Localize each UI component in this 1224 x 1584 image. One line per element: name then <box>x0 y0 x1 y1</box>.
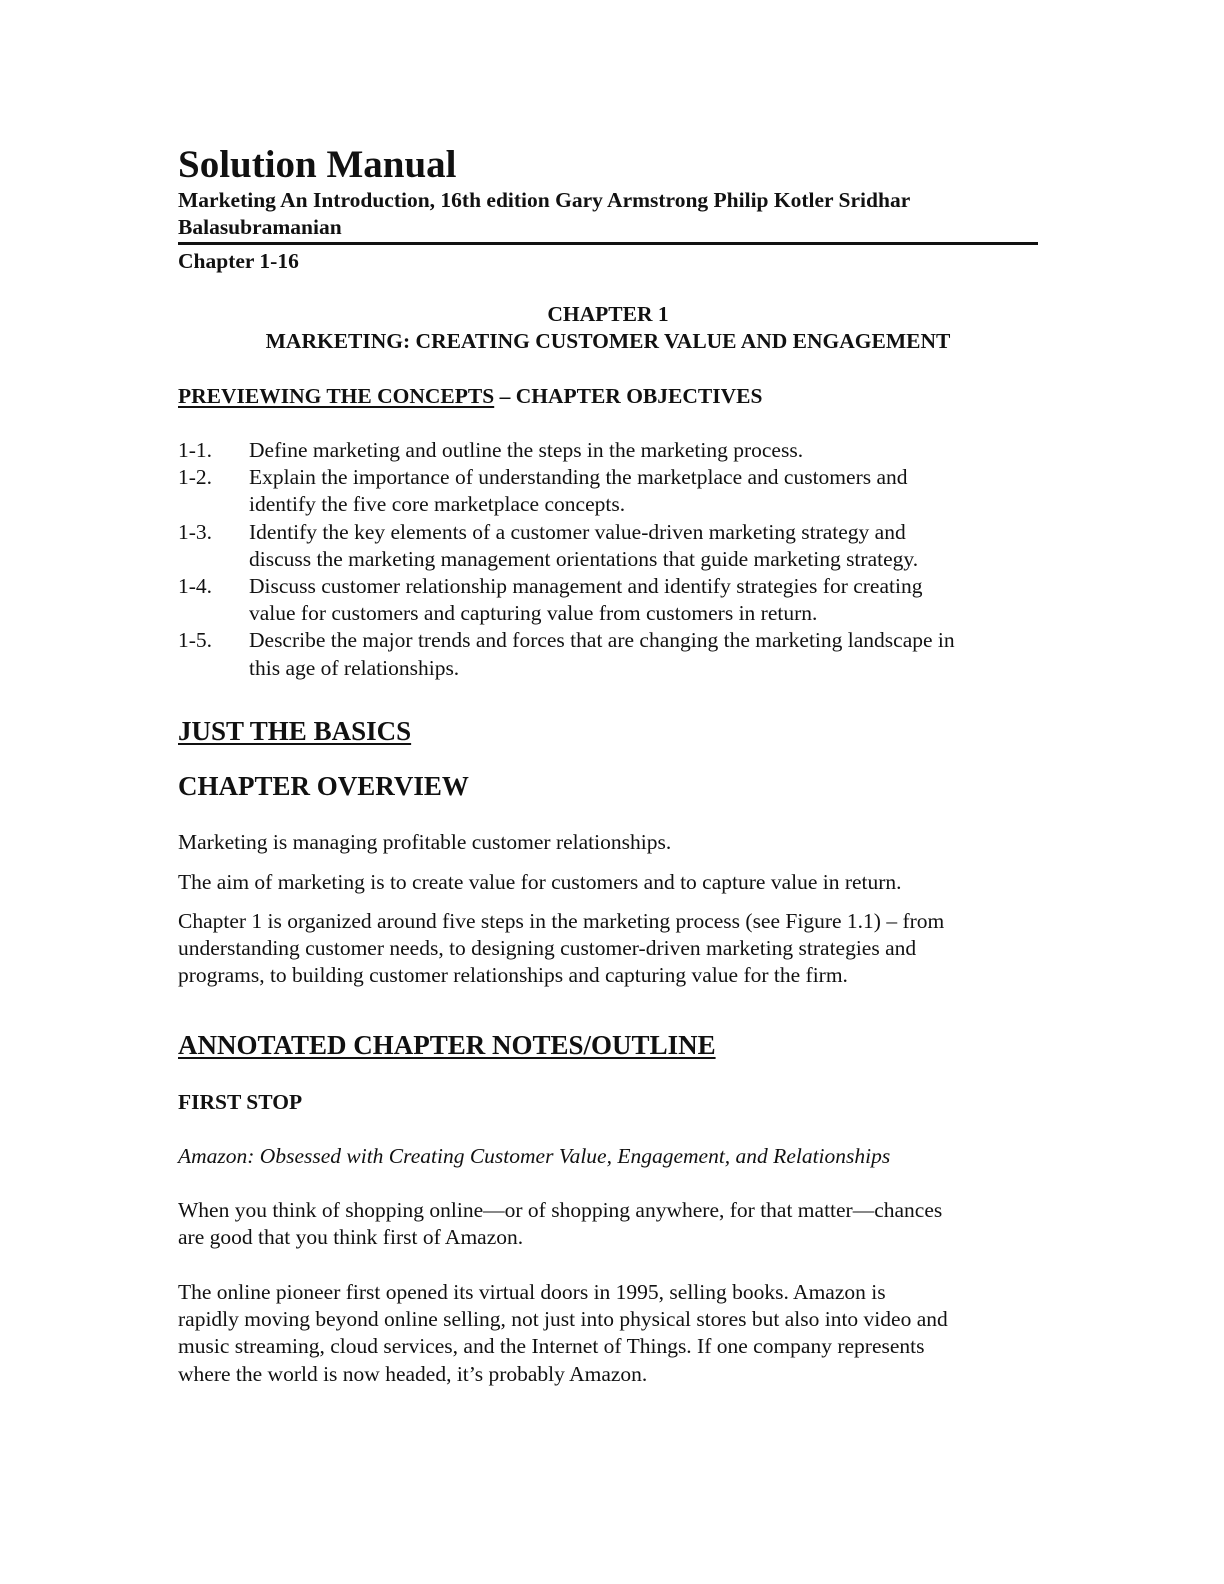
objective-number: 1-3. <box>178 519 213 544</box>
objective-text-line: Explain the importance of understanding the marketplace and customers and <box>249 465 908 490</box>
objectives-list <box>178 437 1038 682</box>
first-stop-heading: FIRST STOP <box>178 1090 303 1114</box>
objective-text-line: Describe the major trends and forces that are changing the marketing landscape in <box>249 628 955 653</box>
paragraph-line: When you think of shopping online—or of shopping anywhere, for that matter—chances <box>178 1198 943 1222</box>
chapter-notes-heading: ANNOTATED CHAPTER NOTES/OUTLINE <box>178 1030 716 1060</box>
paragraph-line: where the world is now headed, it’s probably Amazon. <box>178 1361 648 1386</box>
objectives-heading <box>178 383 762 409</box>
objective-number: 1-2. <box>178 465 213 490</box>
objective-item <box>178 573 1038 627</box>
paragraph-line: understanding customer needs, to designing customer-driven marketing strategies and <box>178 936 917 961</box>
document-title: Solution Manual <box>178 143 457 186</box>
objective-item <box>178 464 1038 518</box>
objective-number: 1-1. <box>178 438 213 462</box>
objective-item <box>178 627 1038 681</box>
objectives-heading-underlined: PREVIEWING THE CONCEPTS <box>178 384 495 408</box>
objective-text-line: Define marketing and outline the steps in the marketing process. <box>249 438 804 462</box>
objective-text-line: Discuss customer relationship management and identify strategies for creating <box>249 574 923 599</box>
overview-paragraph-3 <box>178 908 1038 990</box>
case-paragraph-2 <box>178 1279 1038 1388</box>
objective-number: 1-4. <box>178 574 213 599</box>
objective-item <box>178 437 1038 464</box>
overview-paragraph-2: The aim of marketing is to create value for customers and to capture value in return. <box>178 870 902 894</box>
objective-item <box>178 519 1038 573</box>
objective-number: 1-5. <box>178 628 213 653</box>
objective-text-line: this age of relationships. <box>249 655 460 680</box>
objective-text-line: identify the five core marketplace concepts. <box>249 492 626 517</box>
objective-text-line: Identify the key elements of a customer value-driven marketing strategy and <box>249 519 906 544</box>
case-title: Amazon: Obsessed with Creating Customer Value, Engagement, and Relationships <box>178 1144 891 1168</box>
chapter-number: CHAPTER 1 <box>547 302 669 326</box>
paragraph-line: The online pioneer first opened its virtual doors in 1995, selling books. Amazon is <box>178 1280 886 1304</box>
chapter-range: Chapter 1-16 <box>178 249 299 273</box>
paragraph-line: are good that you think first of Amazon. <box>178 1225 524 1250</box>
paragraph-line: music streaming, cloud services, and the Internet of Things. If one company represents <box>178 1334 925 1359</box>
book-title-line-1: Marketing An Introduction, 16th edition Gary Armstrong Philip Kotler Sridhar <box>178 188 911 212</box>
chapter-overview-heading: CHAPTER OVERVIEW <box>178 771 469 801</box>
paragraph-line: rapidly moving beyond online selling, not just into physical stores but also into video and <box>178 1307 948 1332</box>
paragraph-line: programs, to building customer relationships and capturing value for the firm. <box>178 963 848 988</box>
objective-text-line: value for customers and capturing value from customers in return. <box>249 601 818 626</box>
just-the-basics-heading: JUST THE BASICS <box>178 716 412 746</box>
book-title-line-2: Balasubramanian <box>178 215 342 239</box>
objectives-heading-rest: – CHAPTER OBJECTIVES <box>494 384 763 408</box>
header-divider <box>178 242 1038 245</box>
paragraph-line: Chapter 1 is organized around five steps in the marketing process (see Figure 1.1) – from <box>178 909 945 933</box>
overview-paragraph-1: Marketing is managing profitable customer relationships. <box>178 830 672 854</box>
objective-text-line: discuss the marketing management orientations that guide marketing strategy. <box>249 546 919 571</box>
chapter-title: MARKETING: CREATING CUSTOMER VALUE AND ENGAGEMENT <box>265 329 951 353</box>
case-paragraph-1 <box>178 1197 1038 1251</box>
